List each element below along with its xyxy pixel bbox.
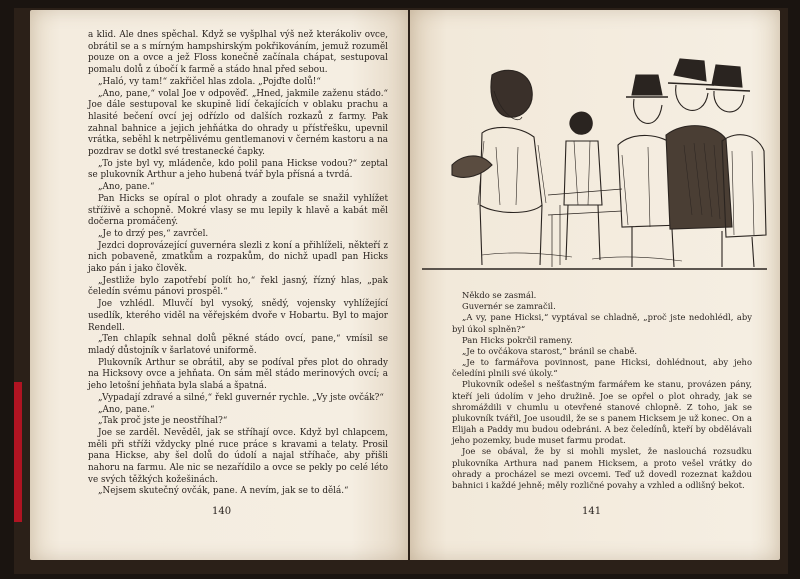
paragraph: „Ano, pane.“ [98,404,155,415]
paragraph: Někdo se zasmál. [462,290,537,300]
paragraph: „Je to ovčákova starost,“ bránil se chabě. [462,345,638,356]
paragraph: „Jestliže bylo zapotřebí polít ho,“ řekl jasný, řízný hlas, „pak čeledín svému pánovi prospěl.“ [88,275,388,298]
paragraph: „Vypadají zdravé a silné,“ řekl guvernér rychle. „Vy jste ovčák?“ [98,392,384,403]
right-page-text [452,290,752,491]
paragraph: „Ano, pane.“ [98,182,155,193]
paragraph: „Haló, vy tam!“ zakřičel hlas zdola. „Pojďte dolů!“ [98,76,321,87]
paragraph: Joe se obával, že by si mohli myslet, že naslouchá rozsudku plukovníka Arthura nad panem Hicksem, a proto vešel vrátky do ohrady a procházel se mezi ovcemi. Teď už dovedl rozeznat každou bahnici i každé jehně; měly rozličné povahy a vzhled a odlišný bekot. [452,446,752,490]
paragraph: Jezdci doprovázející guvernéra slezli z koní a přihlíželi, někteří z nich pobaveně, zmatkům a rozpakům, do nichž upadl pan Hicks jako pán i jako člověk. [88,240,388,275]
left-page [30,10,408,560]
paragraph: Pan Hicks pokrčil rameny. [462,334,573,345]
paragraph: Joe se zarděl. Nevěděl, jak se stříhají ovce. Když byl chlapcem, měli při stříži vždycky plné ruce práce s kravami a telaty. Prosil pana Hickse, aby šel dolů do údolí a najal stříhače, aby přišli nahoru na farmu. Ale nic se nezařídilo a ovce se pekly po celé léto ve svých těžkých kožešinách. [88,427,388,485]
paragraph: „Tak proč jste je neostříhal?“ [98,416,228,427]
page-number: 141 [582,506,602,517]
paragraph: a klid. Ale dnes spěchal. Když se vyšplhal výš než kterákoliv ovce, obrátil se a s mírným hampshirským pokřikováním, jemuž rozuměl pouze on a ovce a jež Floss konečně začínala chápat, sestupoval pomalu dolů z úbočí k farmě a stádo hnal před sebou. [88,30,388,76]
paragraph: Pan Hicks se opíral o plot ohrady a zoufale se snažil vyhlížet stříživě a schopně. Mokré vlasy se mu lepily k hlavě a kabát měl dočerna promáčený. [88,193,388,228]
book-edge [14,382,22,522]
paragraph: „Ano, pane,“ volal Joe v odpověď. „Hned, jakmile zaženu stádo.“ Joe dále sestupoval ke skupině lidí čekajících v oblaku prachu a hlasité bečení ovcí jej odřízlo od dalších rozkazů z farmy. Pak zahnal bahnice a jejich jehňátka do ohrady u přístřešku, upevnil vrátka, seběhl k netrpělivému gentlemanovi v černém kastoru a na pozdrav se dotkl své trestanecké čapky. [88,88,388,158]
paragraph: „To jste byl vy, mládenče, kdo polil pana Hickse vodou?“ zeptal se plukovník Arthur a jeho hubená tvář byla přísná a tvrdá. [88,158,388,181]
illustration [422,55,767,277]
page-number: 140 [212,506,232,517]
paragraph: Plukovník odešel s nešťastným farmářem ke stanu, provázen pány, kteří jeli údolím v jeho družině. Joe se opřel o plot ohrady, jak se shromáždili v chumlu u otevřené stanové chlopně. Z toho, jak se plukovník tvářil, Joe usoudil, že se s panem Hicksem je už konec. On a Elijah a Paddy mu budou odebráni. A bez čeledínů, kteří by obdělávali jeho pozemky, bude muset farmu prodat. [452,379,752,446]
left-page-text [88,30,388,498]
paragraph: „Je to farmářova povinnost, pane Hicksi, dohlédnout, aby jeho čeledíni plnili své úkoly.“ [452,357,752,379]
paragraph: „Ten chlapík sehnal dolů pěkné stádo ovcí, pane,“ vmísil se mladý důstojník v šarlatové uniformě. [88,334,388,356]
paragraph: „Nejsem skutečný ovčák, pane. A nevím, jak se to dělá.“ [98,486,349,497]
paragraph: Guvernér se zamračil. [462,301,556,312]
paragraph: Plukovník Arthur se obrátil, aby se podíval přes plot do ohrady na Hicksovy ovce a jehňata. On sám měl stádo merinových ovcí; a jeho letošní jehňata byla slabá a špatná. [88,357,388,392]
paragraph: „A vy, pane Hicksi,“ vyptával se chladně, „proč jste nedohlédl, aby byl úkol splněn?“ [452,312,752,334]
paragraph: „Je to drzý pes,“ zavrčel. [98,228,209,239]
right-page [410,10,780,560]
paragraph: Joe vzhlédl. Mluvčí byl vysoký, snědý, vojensky vyhlížející usedlík, kterého viděl na věřejském dvoře v Hobartu. Byl to major Rendell. [88,299,388,333]
